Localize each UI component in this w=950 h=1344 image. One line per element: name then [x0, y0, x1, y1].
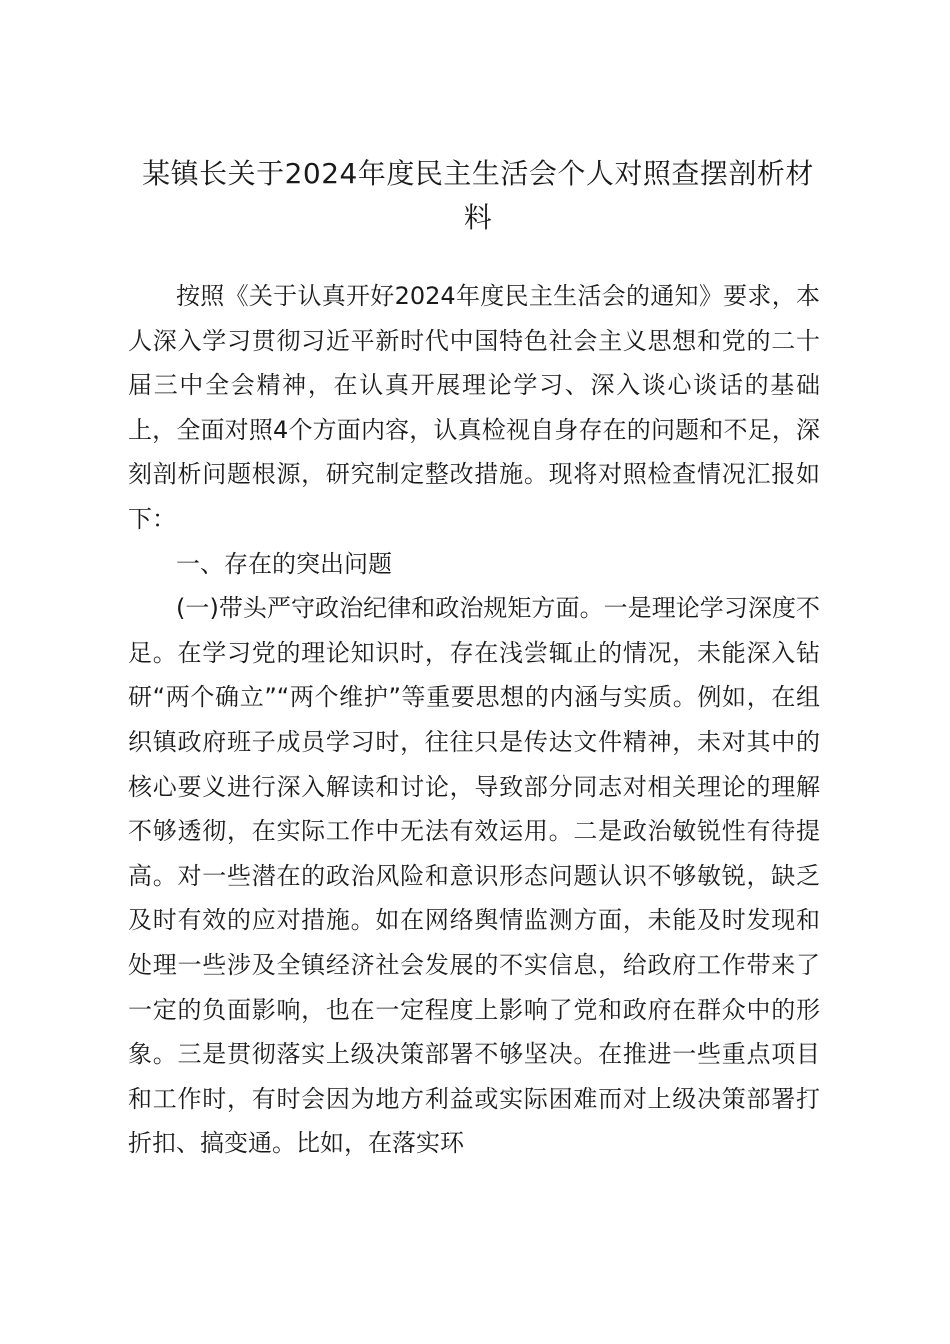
paragraph-intro: 按照《关于认真开好2024年度民主生活会的通知》要求，本人深入学习贯彻习近平新时代中国特色社会主义思想和党的二十届三中全会精神，在认真开展理论学习、深入谈心谈话的基础上，全面对照4个方面内容，认真检视自身存在的问题和不足，深刻剖析问题根源，研究制定整改措施。现将对照检查情况汇报如下： — [128, 282, 820, 533]
document-title: 某镇长关于2024年度民主生活会个人对照查摆剖析材料 — [142, 157, 814, 234]
document-body — [128, 274, 820, 1166]
paragraph-section-one: (一)带头严守政治纪律和政治规矩方面。一是理论学习深度不足。在学习党的理论知识时，存在浅尝辄止的情况，未能深入钻研“两个确立”“两个维护”等重要思想的内涵与实质。例如，在组织镇政府班子成员学习时，往往只是传达文件精神，未对其中的核心要义进行深入解读和讨论，导致部分同志对相关理论的理解不够透彻，在实际工作中无法有效运用。二是政治敏锐性有待提高。对一些潜在的政治风险和意识形态问题认识不够敏锐，缺乏及时有效的应对措施。如在网络舆情监测方面，未能及时发现和处理一些涉及全镇经济社会发展的不实信息，给政府工作带来了一定的负面影响，也在一定程度上影响了党和政府在群众中的形象。三是贯彻落实上级决策部署不够坚决。在推进一些重点项目和工作时，有时会因为地方利益或实际困难而对上级决策部署打折扣、搞变通。比如，在落实环 — [128, 594, 820, 1158]
section-heading: 一、存在的突出问题 — [176, 549, 392, 578]
